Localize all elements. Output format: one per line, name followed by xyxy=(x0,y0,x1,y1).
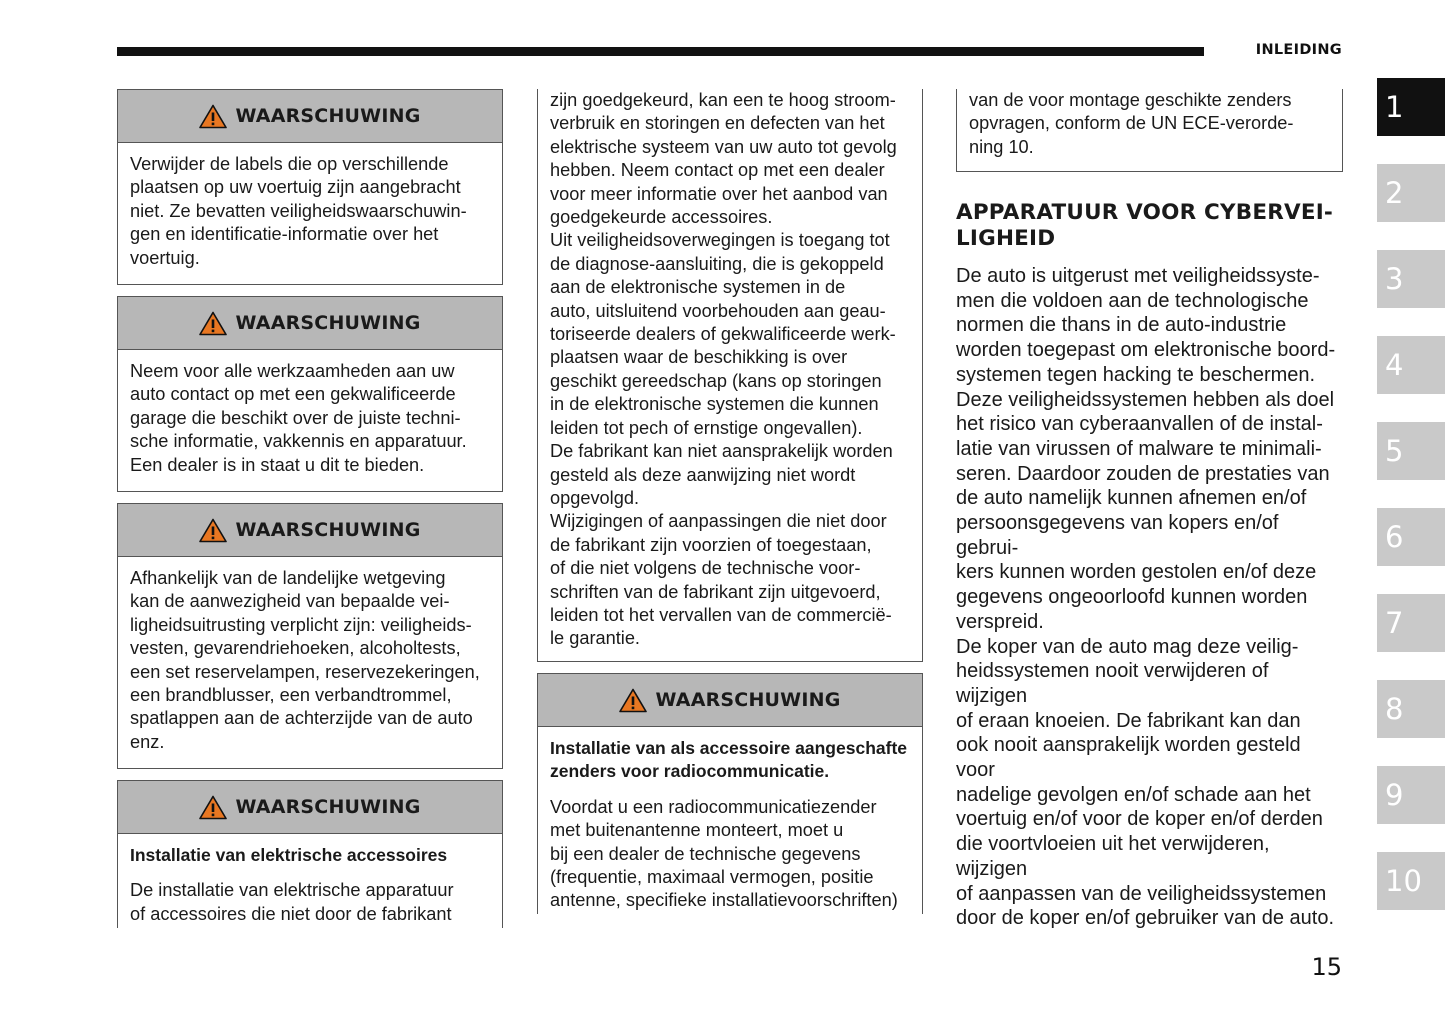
warning-header xyxy=(118,90,502,143)
warning-header xyxy=(538,674,922,727)
middle-column xyxy=(537,89,923,914)
text-line: sche informatie, vakkennis en apparatuur. xyxy=(130,431,467,452)
warning-subtitle: Installatie van elektrische accessoires xyxy=(130,845,448,865)
text-line: Verwijder de labels die op verschillende xyxy=(130,154,449,174)
text-line: in de elektronische systemen die kunnen xyxy=(550,394,879,415)
warning-box xyxy=(117,89,503,285)
text-line: het risico van cyberaanvallen of de instal- xyxy=(956,413,1323,436)
text-line: zijn goedgekeurd, kan een te hoog stroom- xyxy=(550,90,896,110)
text-line: enz. xyxy=(130,731,165,752)
right-column xyxy=(956,89,1343,931)
warning-header xyxy=(118,781,502,834)
text-line: of accessoires die niet door de fabrikant xyxy=(130,903,452,924)
warning-text xyxy=(118,834,502,938)
text-line: systemen tegen hacking te beschermen. xyxy=(956,363,1316,386)
text-line: Afhankelijk van de landelijke wetgeving xyxy=(130,568,446,588)
text-line: latie van virussen of malware te minimali- xyxy=(956,437,1322,460)
left-column xyxy=(117,89,503,928)
text-line: De installatie van elektrische apparatuur xyxy=(130,880,454,901)
text-line: gen en identificatie-informatie over het xyxy=(130,224,439,245)
text-line: de diagnose-aansluiting, die is gekoppeld xyxy=(550,253,884,274)
warning-title: WAARSCHUWING xyxy=(235,105,421,127)
warning-continuation xyxy=(537,89,923,662)
chapter-tab-7[interactable]: 7 xyxy=(1377,594,1445,652)
chapter-tab-3[interactable]: 3 xyxy=(1377,250,1445,308)
text-line: (frequentie, maximaal vermogen, positie xyxy=(550,867,874,888)
text-line: de fabrikant zijn voorzien of toegestaan, xyxy=(550,534,872,555)
text-line: auto, uitsluitend voorbehouden aan geau- xyxy=(550,300,886,321)
text-line: aan de elektronische systemen in de xyxy=(550,277,846,298)
warning-triangle-icon xyxy=(199,104,227,129)
text-line: persoonsgegevens van kopers en/of gebrui- xyxy=(956,512,1279,559)
text-line: De auto is uitgerust met veiligheidssyste- xyxy=(956,265,1320,287)
text-line: verbruik en storingen en defecten van het xyxy=(550,113,885,134)
text-line: die voortvloeien uit het verwijderen, wijzigen xyxy=(956,833,1270,880)
text-line: auto contact op met een gekwalificeerde xyxy=(130,384,456,405)
text-line: Een dealer is in staat u dit te bieden. xyxy=(130,454,425,475)
text-line: garage die beschikt over de juiste techni- xyxy=(130,407,461,428)
text-line: plaatsen op uw voertuig zijn aangebracht xyxy=(130,177,461,198)
heading-line: LIGHEID xyxy=(956,226,1056,251)
text-line: voor meer informatie over het aanbod van xyxy=(550,183,888,204)
text-line: of aanpassen van de veiligheidssystemen xyxy=(956,882,1327,905)
warning-continuation xyxy=(956,89,1343,172)
heading-line: APPARATUUR VOOR CYBERVEI- xyxy=(956,200,1334,225)
chapter-tab-10[interactable]: 10 xyxy=(1377,852,1445,910)
text-line: opvragen, conform de UN ECE-verorde- xyxy=(969,113,1294,134)
text-line: normen die thans in de auto-industrie xyxy=(956,314,1287,337)
text-line: seren. Daardoor zouden de prestaties van xyxy=(956,462,1330,485)
warning-text xyxy=(538,727,922,925)
text-line: niet. Ze bevatten veiligheidswaarschuwin- xyxy=(130,200,467,221)
warning-text xyxy=(118,350,502,489)
text-line: Wijzigingen of aanpassingen die niet door xyxy=(550,511,887,532)
text-line: bij een dealer de technische gegevens xyxy=(550,843,861,864)
text-line: antenne, specifieke installatievoorschriften) xyxy=(550,890,898,911)
text-line: geschikt gereedschap (kans op storingen xyxy=(550,370,882,391)
text-line: opgevolgd. xyxy=(550,487,639,508)
warning-header xyxy=(118,504,502,557)
warning-triangle-icon xyxy=(199,518,227,543)
warning-title: WAARSCHUWING xyxy=(235,312,421,334)
text-line: of die niet volgens de technische voor- xyxy=(550,558,861,579)
text-line: of eraan knoeien. De fabrikant kan dan xyxy=(956,709,1301,732)
text-line: een brandblusser, een verbandtrommel, xyxy=(130,685,452,706)
warning-title: WAARSCHUWING xyxy=(235,796,421,818)
warning-text xyxy=(118,557,502,766)
text-line: met buitenantenne monteert, moet u xyxy=(550,820,844,841)
text-line: men die voldoen aan de technologische xyxy=(956,289,1309,312)
text-line: gegevens ongeoorloofd kunnen worden xyxy=(956,586,1308,609)
text-line: schriften van de fabrikant zijn uitgevoerd, xyxy=(550,581,881,602)
text-line: worden toegepast om elektronische boord- xyxy=(956,339,1336,362)
text-line: kan de aanwezigheid van bepaalde vei- xyxy=(130,591,450,612)
text-line: spatlappen aan de achterzijde van de auto xyxy=(130,708,473,729)
text-line: le garantie. xyxy=(550,628,640,649)
text-line: kers kunnen worden gestolen en/of deze xyxy=(956,561,1317,584)
subtitle-line: zenders voor radiocommunicatie. xyxy=(550,761,830,782)
text-line: van de voor montage geschikte zenders xyxy=(969,90,1292,110)
text-line: leiden tot pech of ernstige ongevallen). xyxy=(550,417,863,438)
text-line: nadelige gevolgen en/of schade aan het xyxy=(956,783,1311,806)
page-number: 15 xyxy=(1311,953,1342,981)
text-line: Uit veiligheidsoverwegingen is toegang tot xyxy=(550,230,890,251)
warning-title: WAARSCHUWING xyxy=(235,519,421,541)
warning-text xyxy=(118,143,502,282)
warning-header xyxy=(118,297,502,350)
text-line: ning 10. xyxy=(969,136,1034,157)
warning-triangle-icon xyxy=(199,795,227,820)
text-line: De koper van de auto mag deze veilig- xyxy=(956,635,1299,658)
chapter-tab-9[interactable]: 9 xyxy=(1377,766,1445,824)
text-line: Neem voor alle werkzaamheden aan uw xyxy=(130,361,455,381)
text-line: voertuig en/of voor de koper en/of derden xyxy=(956,808,1323,831)
text-line: De fabrikant kan niet aansprakelijk worden xyxy=(550,441,893,462)
body-text xyxy=(956,264,1343,931)
warning-title: WAARSCHUWING xyxy=(655,689,841,711)
text-line: vesten, gevarendriehoeken, alcoholtests, xyxy=(130,638,461,659)
chapter-tab-1[interactable]: 1 xyxy=(1377,78,1445,136)
text-line: elektrische systeem van uw auto tot gevolg xyxy=(550,136,897,157)
text-line: leiden tot het vervallen van de commercië- xyxy=(550,604,892,625)
warning-triangle-icon xyxy=(199,311,227,336)
chapter-tab-5[interactable]: 5 xyxy=(1377,422,1445,480)
section-title: INLEIDING xyxy=(1255,42,1342,58)
text-line: Deze veiligheidssystemen hebben als doel xyxy=(956,388,1335,411)
text-line: de auto namelijk kunnen afnemen en/of xyxy=(956,487,1307,510)
section-heading xyxy=(956,200,1343,252)
text-line: een set reservelampen, reservezekeringen, xyxy=(130,661,480,682)
text-line: goedgekeurde accessoires. xyxy=(550,207,773,228)
text-line: heidssystemen nooit verwijderen of wijzigen xyxy=(956,660,1269,707)
chapter-tab-2[interactable]: 2 xyxy=(1377,164,1445,222)
subtitle-line: Installatie van als accessoire aangeschafte xyxy=(550,738,907,758)
text-line: ligheidsuitrusting verplicht zijn: veiligheids- xyxy=(130,614,472,635)
warning-box xyxy=(117,296,503,492)
header-rule xyxy=(117,47,1204,56)
text-line: door de koper en/of gebruiker van de auto. xyxy=(956,907,1335,930)
text-line: toriseerde dealers of gekwalificeerde werk- xyxy=(550,324,896,345)
chapter-tab-6[interactable]: 6 xyxy=(1377,508,1445,566)
text-line: gesteld als deze aanwijzing niet wordt xyxy=(550,464,856,485)
warning-box xyxy=(117,503,503,769)
warning-triangle-icon xyxy=(619,688,647,713)
text-line: ook nooit aansprakelijk worden gesteld voor xyxy=(956,734,1301,782)
warning-subtitle xyxy=(550,737,910,784)
chapter-tab-8[interactable]: 8 xyxy=(1377,680,1445,738)
text-line: verspreid. xyxy=(956,610,1044,633)
text-line: hebben. Neem contact op met een dealer xyxy=(550,160,885,181)
text-line: voertuig. xyxy=(130,247,200,268)
warning-box xyxy=(537,673,923,914)
text-line: plaatsen waar de beschikking is over xyxy=(550,347,848,368)
warning-box xyxy=(117,780,503,928)
text-line: Voordat u een radiocommunicatiezender xyxy=(550,796,877,817)
chapter-tab-4[interactable]: 4 xyxy=(1377,336,1445,394)
